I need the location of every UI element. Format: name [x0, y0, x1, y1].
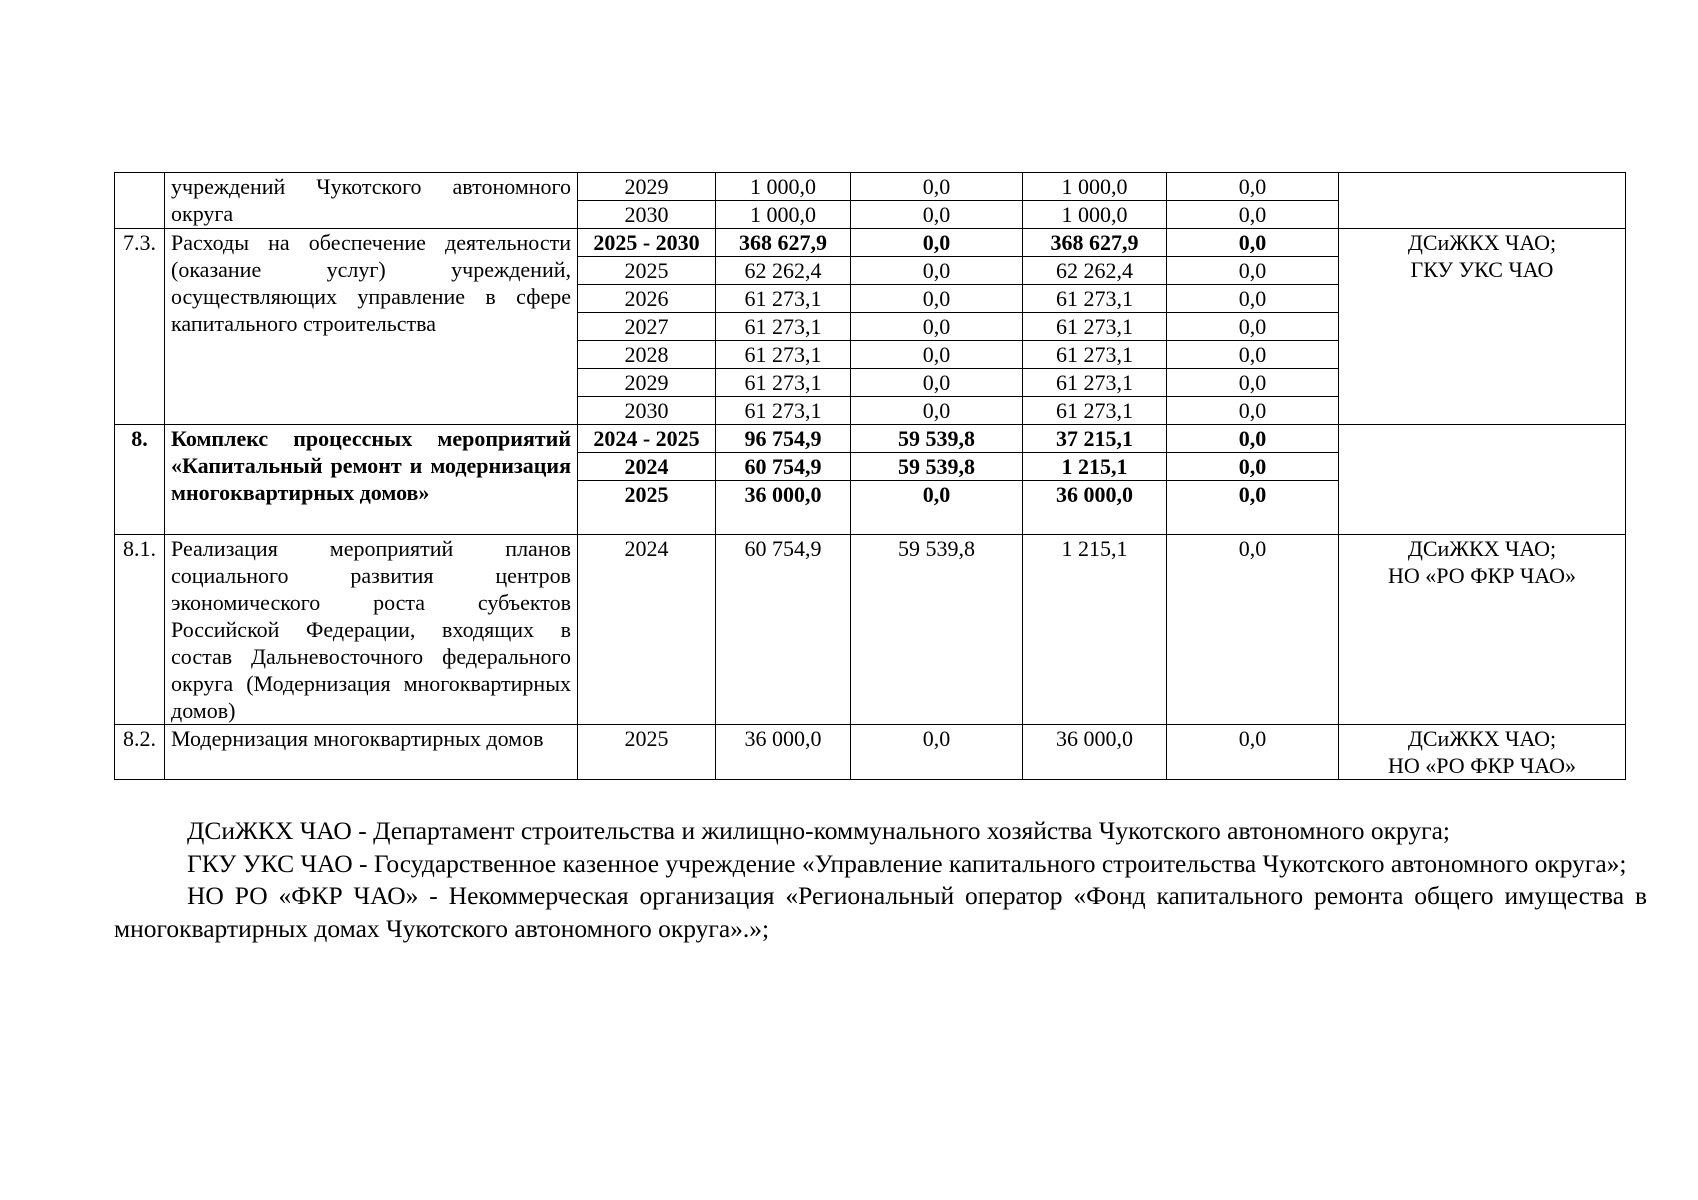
executor-cell — [1339, 229, 1626, 425]
federal-cell: 0,0 — [851, 397, 1023, 425]
regional-cell: 62 262,4 — [1023, 257, 1167, 285]
federal-cell: 0,0 — [851, 257, 1023, 285]
other-cell: 0,0 — [1167, 285, 1339, 313]
total-cell: 1 000,0 — [716, 173, 851, 201]
year-cell: 2025 — [578, 481, 716, 535]
abbreviations-notes — [114, 815, 1647, 945]
other-cell: 0,0 — [1167, 397, 1339, 425]
executor-cell — [1339, 535, 1626, 725]
table-row — [115, 535, 1626, 725]
regional-cell: 61 273,1 — [1023, 341, 1167, 369]
item-number-cell: 7.3. — [115, 229, 165, 425]
abbreviation-note: НО РО «ФКР ЧАО» - Некоммерческая организация «Региональный оператор «Фонд капитального ремонта общего имущества в многоквартирных домах Чукотского автономного округа».»; — [114, 881, 1647, 943]
total-cell: 36 000,0 — [716, 725, 851, 780]
regional-cell: 368 627,9 — [1023, 229, 1167, 257]
year-cell: 2024 — [578, 453, 716, 481]
executor-line: ДСиЖКХ ЧАО; — [1407, 230, 1557, 255]
federal-cell: 0,0 — [851, 285, 1023, 313]
regional-cell: 61 273,1 — [1023, 285, 1167, 313]
regional-cell: 37 215,1 — [1023, 425, 1167, 453]
regional-cell: 1 215,1 — [1023, 453, 1167, 481]
table-row — [115, 725, 1626, 780]
federal-cell: 0,0 — [851, 313, 1023, 341]
regional-cell: 1 000,0 — [1023, 173, 1167, 201]
table-row — [115, 173, 1626, 201]
other-cell: 0,0 — [1167, 369, 1339, 397]
regional-cell: 1 000,0 — [1023, 201, 1167, 229]
program-financing-table — [114, 172, 1626, 780]
federal-cell: 0,0 — [851, 229, 1023, 257]
year-cell: 2029 — [578, 173, 716, 201]
federal-cell: 0,0 — [851, 341, 1023, 369]
executor-cell — [1339, 173, 1626, 229]
federal-cell: 0,0 — [851, 201, 1023, 229]
year-cell: 2024 - 2025 — [578, 425, 716, 453]
regional-cell: 61 273,1 — [1023, 313, 1167, 341]
total-cell: 61 273,1 — [716, 285, 851, 313]
item-number-cell: 8.1. — [115, 535, 165, 725]
executor-line: ГКУ УКС ЧАО — [1410, 257, 1554, 282]
other-cell: 0,0 — [1167, 535, 1339, 725]
year-cell: 2026 — [578, 285, 716, 313]
federal-cell: 59 539,8 — [851, 425, 1023, 453]
executor-line: ДСиЖКХ ЧАО; — [1407, 536, 1557, 561]
other-cell: 0,0 — [1167, 173, 1339, 201]
total-cell: 60 754,9 — [716, 535, 851, 725]
executor-line: НО «РО ФКР ЧАО» — [1388, 753, 1576, 778]
other-cell: 0,0 — [1167, 257, 1339, 285]
abbreviation-note: ГКУ УКС ЧАО - Государственное казенное учреждение «Управление капитального строительства Чукотского автономного округа»; — [187, 848, 1627, 878]
executor-cell — [1339, 725, 1626, 780]
other-cell: 0,0 — [1167, 313, 1339, 341]
total-cell: 62 262,4 — [716, 257, 851, 285]
year-cell: 2027 — [578, 313, 716, 341]
other-cell: 0,0 — [1167, 425, 1339, 453]
abbreviation-note: ДСиЖКХ ЧАО - Департамент строительства и жилищно-коммунального хозяйства Чукотского автономного округа; — [187, 816, 1450, 845]
item-name-cell: Расходы на обеспечение деятельности (оказание услуг) учреждений, осуществляющих управление в сфере капитального строительства — [165, 229, 578, 425]
federal-cell: 59 539,8 — [851, 453, 1023, 481]
other-cell: 0,0 — [1167, 341, 1339, 369]
federal-cell: 0,0 — [851, 725, 1023, 780]
regional-cell: 61 273,1 — [1023, 369, 1167, 397]
item-name-cell: Реализация мероприятий планов социального развития центров экономического роста субъектов Российской Федерации, входящих в состав Дальневосточного федерального округа (Модернизация многоквартирных домов) — [165, 535, 578, 725]
other-cell: 0,0 — [1167, 725, 1339, 780]
total-cell: 61 273,1 — [716, 369, 851, 397]
executor-line: ДСиЖКХ ЧАО; — [1407, 726, 1557, 751]
year-cell: 2030 — [578, 397, 716, 425]
table-row — [115, 229, 1626, 257]
year-cell: 2025 - 2030 — [578, 229, 716, 257]
year-cell: 2029 — [578, 369, 716, 397]
year-cell: 2025 — [578, 257, 716, 285]
total-cell: 36 000,0 — [716, 481, 851, 535]
federal-cell: 59 539,8 — [851, 535, 1023, 725]
item-number-cell: 8. — [115, 425, 165, 535]
total-cell: 61 273,1 — [716, 313, 851, 341]
other-cell: 0,0 — [1167, 453, 1339, 481]
other-cell: 0,0 — [1167, 229, 1339, 257]
federal-cell: 0,0 — [851, 481, 1023, 535]
item-name-cell: Модернизация многоквартирных домов — [165, 725, 578, 780]
other-cell: 0,0 — [1167, 201, 1339, 229]
year-cell: 2025 — [578, 725, 716, 780]
total-cell: 60 754,9 — [716, 453, 851, 481]
year-cell: 2024 — [578, 535, 716, 725]
year-cell: 2030 — [578, 201, 716, 229]
federal-cell: 0,0 — [851, 173, 1023, 201]
item-number-cell: 8.2. — [115, 725, 165, 780]
total-cell: 61 273,1 — [716, 341, 851, 369]
executor-line: НО «РО ФКР ЧАО» — [1388, 563, 1576, 588]
item-name-cell: учреждений Чукотского автономного округа — [165, 173, 578, 229]
other-cell: 0,0 — [1167, 481, 1339, 535]
total-cell: 96 754,9 — [716, 425, 851, 453]
year-cell: 2028 — [578, 341, 716, 369]
item-name-cell: Комплекс процессных мероприятий «Капитальный ремонт и модернизация многоквартирных домов» — [165, 425, 578, 535]
regional-cell: 36 000,0 — [1023, 725, 1167, 780]
total-cell: 61 273,1 — [716, 397, 851, 425]
regional-cell: 1 215,1 — [1023, 535, 1167, 725]
total-cell: 368 627,9 — [716, 229, 851, 257]
regional-cell: 61 273,1 — [1023, 397, 1167, 425]
total-cell: 1 000,0 — [716, 201, 851, 229]
regional-cell: 36 000,0 — [1023, 481, 1167, 535]
table-row — [115, 425, 1626, 453]
federal-cell: 0,0 — [851, 369, 1023, 397]
item-number-cell — [115, 173, 165, 229]
executor-cell — [1339, 425, 1626, 535]
